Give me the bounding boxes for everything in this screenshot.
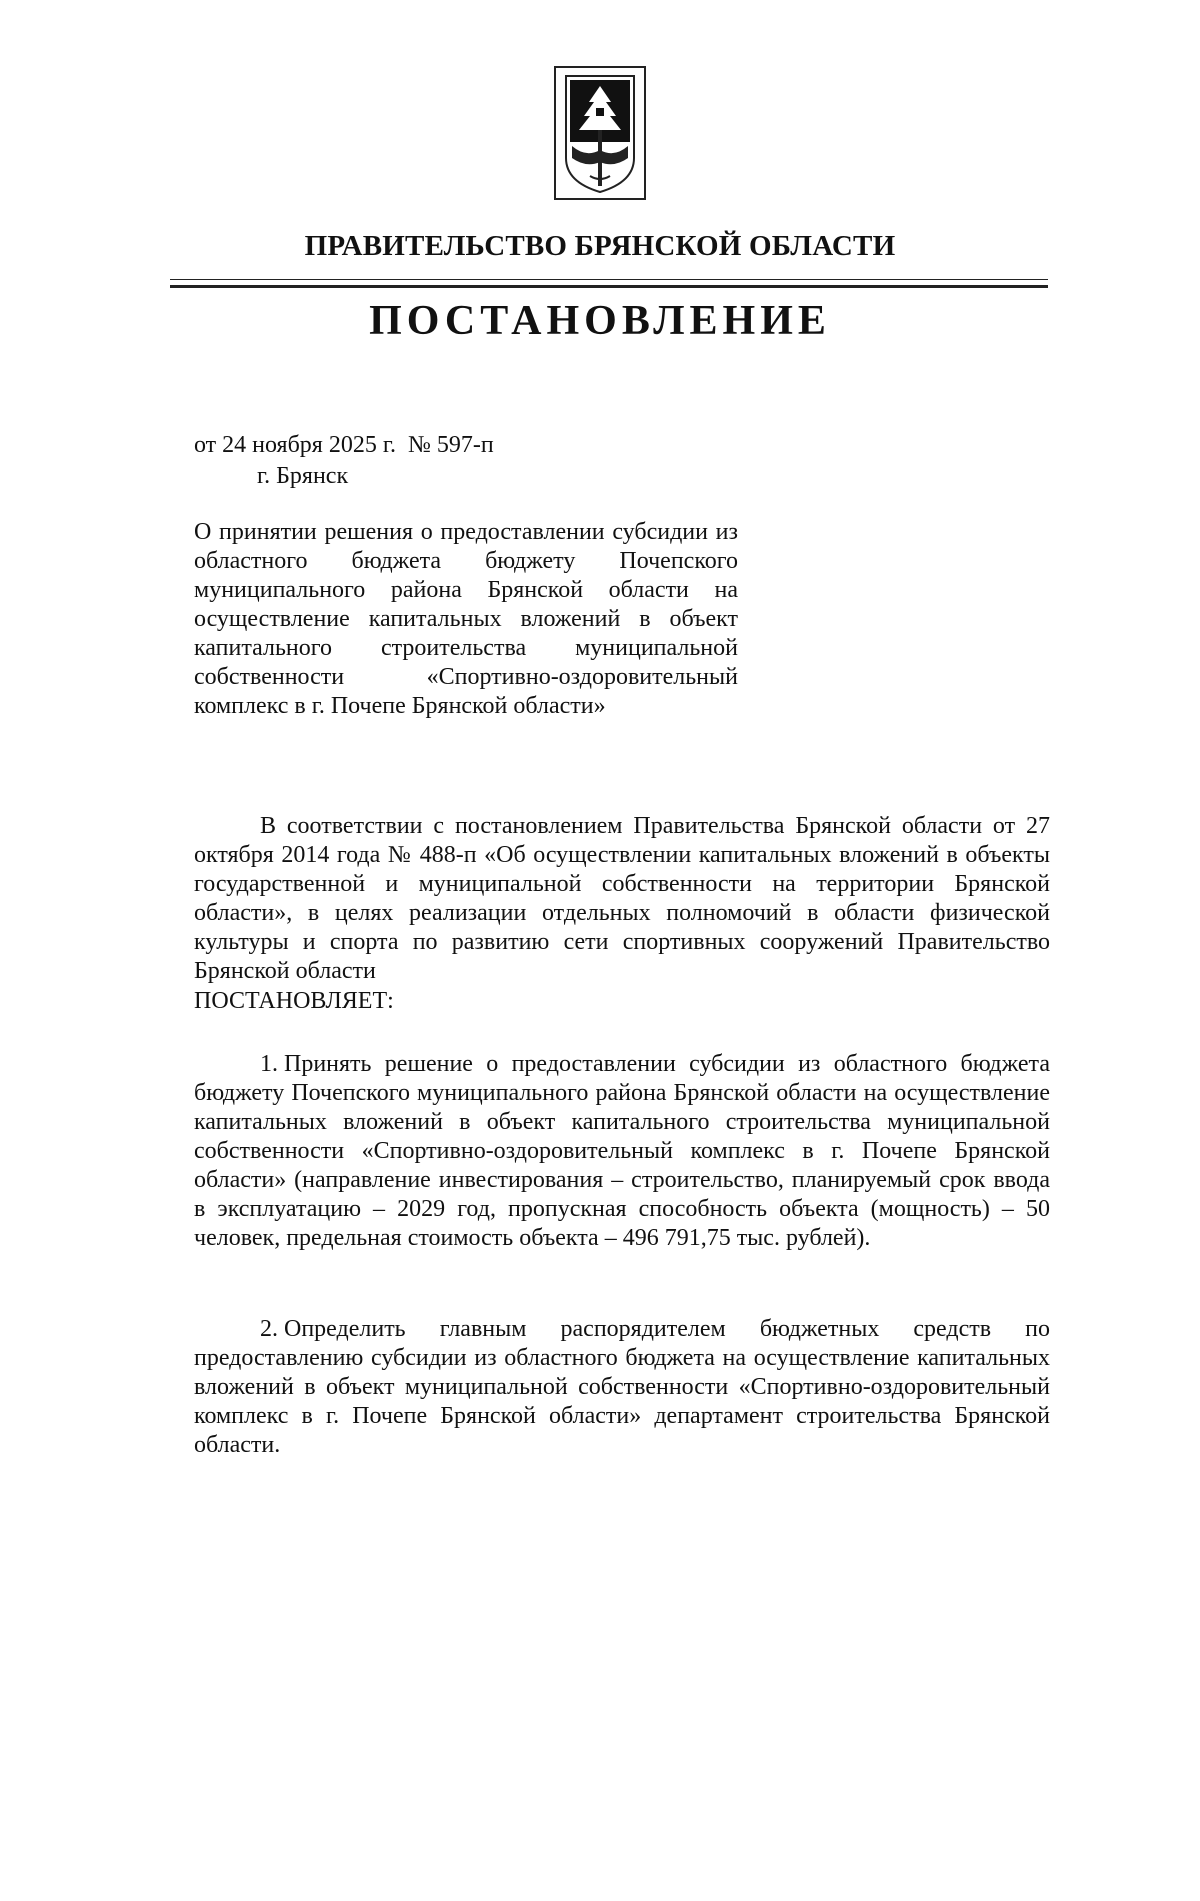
item-text: Определить главным распорядителем бюджетных средств по предоставлению субсидии из областного бюджета на осуществление капитальных вложений в объект муниципальной собственности «Спортивно-оздоровительный комплекс в г. Почепе Брянской области» департамент строительства Брянской области. xyxy=(194,1316,1050,1458)
header-divider-thick xyxy=(170,285,1048,288)
decree-word: ПОСТАНОВЛЯЕТ: xyxy=(194,988,394,1014)
document-subject: О принятии решения о предоставлении субсидии из областного бюджета бюджету Почепского муниципального района Брянской области на осуществление капитальных вложений в объект капитального строительства муниципальной собственности «Спортивно-оздоровительный комплекс в г. Почепе Брянской области» xyxy=(194,519,738,719)
item-number: 1. xyxy=(260,1051,278,1077)
document-date-line xyxy=(194,432,494,459)
resolution-item xyxy=(194,1315,1050,1460)
bryansk-oblast-coat-of-arms-icon xyxy=(554,66,646,200)
organization-title: ПРАВИТЕЛЬСТВО БРЯНСКОЙ ОБЛАСТИ xyxy=(304,230,896,262)
document-number: № 597-п xyxy=(407,432,494,458)
item-number: 2. xyxy=(260,1316,278,1342)
header-divider-thin xyxy=(170,279,1048,280)
document-type: ПОСТАНОВЛЕНИЕ xyxy=(369,298,831,344)
item-text: Принять решение о предоставлении субсидии из областного бюджета бюджету Почепского муниципального района Брянской области на осуществление капитальных вложений в объект капитального строительства муниципальной собственности «Спортивно-оздоровительный комплекс в г. Почепе Брянской области» (направление инвестирования – строительство, планируемый срок ввода в эксплуатацию – 2029 год, пропускная способность объекта (мощность) – 50 человек, предельная стоимость объекта – 496 791,75 тыс. рублей). xyxy=(194,1051,1050,1251)
document-city: г. Брянск xyxy=(257,463,349,489)
resolution-item xyxy=(194,1050,1050,1253)
document-date: от 24 ноября 2025 г. xyxy=(194,432,396,458)
preamble-paragraph: В соответствии с постановлением Правительства Брянской области от 27 октября 2014 года № 488-п «Об осуществлении капитальных вложений в объекты государственной и муниципальной собственности на территории Брянской области», в целях реализации отдельных полномочий в области физической культуры и спорта по развитию сети спортивных сооружений Правительство Брянской области xyxy=(194,813,1050,984)
